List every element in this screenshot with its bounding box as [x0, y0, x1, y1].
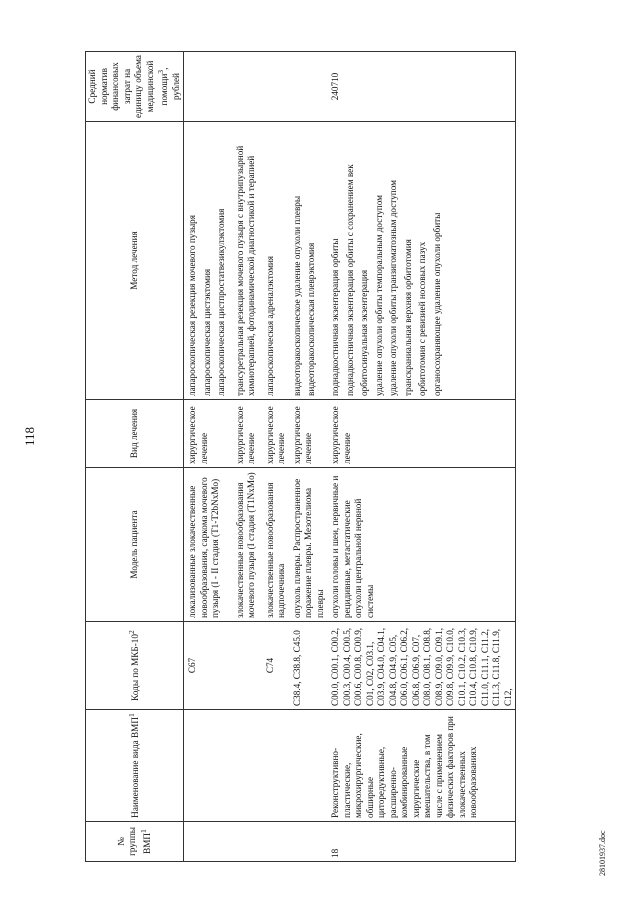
- method-cell: [184, 122, 232, 400]
- model-cell: локализованные злокачественные новообразования, саркома мочевого пузыря (I - II стадия (T1-T2bNxMo): [184, 468, 232, 622]
- method-item: удаление опухоли орбиты темпоральным доступом: [373, 195, 384, 396]
- header-method: Метод лечения: [86, 122, 184, 400]
- cost-cell: [262, 52, 289, 122]
- name-cell: [289, 710, 328, 822]
- treatment-cell: хирургическое лечение: [232, 400, 262, 468]
- header-name: Наименование вида ВМП$^1$: [86, 710, 184, 822]
- method-item: лапароскопическая цистэктомия: [201, 268, 212, 396]
- cost-cell: 240710: [327, 52, 516, 122]
- method-item: лапароскопическая адреналэктомия: [264, 255, 275, 396]
- group-cell: 18: [327, 822, 516, 862]
- method-item: удаление опухоли орбиты транзигоматозным доступом: [388, 180, 399, 396]
- method-item: орбитотомия с ревизией носовых пазух: [417, 241, 428, 396]
- treatment-cell: хирургическое лечение: [184, 400, 232, 468]
- vmp-table: [85, 51, 516, 862]
- group-cell: [184, 822, 232, 862]
- treatment-cell: хирургическое лечение: [289, 400, 328, 468]
- codes-cell: C74: [262, 622, 289, 710]
- method-cell: [262, 122, 289, 400]
- group-cell: [262, 822, 289, 862]
- table-row: [262, 52, 289, 862]
- group-cell: [232, 822, 262, 862]
- treatment-cell: хирургическое лечение: [327, 400, 516, 468]
- method-item: поднадкостничная экзентерация орбиты с сохранением век: [344, 164, 355, 396]
- codes-cell: C38.4, C38.8, C45.0: [289, 622, 328, 710]
- method-item: видеоторакоскопическая плеврэктомия: [306, 242, 317, 396]
- table-row: [184, 52, 232, 862]
- header-row: [86, 52, 184, 862]
- rotated-table-container: [85, 52, 590, 862]
- document-id: 28101937.doc: [598, 830, 607, 876]
- table-row: [327, 52, 516, 862]
- cost-cell: [289, 52, 328, 122]
- method-item: орбитосинуальная экзентерация: [359, 269, 370, 396]
- model-cell: опухоль плевры. Распространенное поражение плевры. Мезотелиома плевры: [289, 468, 328, 622]
- name-cell: Реконструктивно-пластические, микрохирургические, обширные циторедуктивные, расширенно-комбинированные хирургические вмешательства, в том числе с применением физических факторов при злокачественных новообразованиях: [327, 710, 516, 822]
- header-model: Модель пациента: [86, 468, 184, 622]
- name-cell: [232, 710, 262, 822]
- codes-cell: C00.0, C00.1, C00.2, C00.3, C00.4, C00.5, C00.6, C00.8, C00.9, C01, C02, C03.1, C03.9, C04.0, C04.1, C04.8, C04.9, C05, C06.0, C06.1, C06.2, C06.8, C06.9, C07, C08.0, C08.1, C08.8, C08.9, C09.0, C09.1, C09.8, C09.9, C10.0, C10.1, C10.2, C10.3, C10.4, C10.8, C10.9, C11.0, C11.1, C11.2, C11.3, C11.8, C11.9, C12,: [327, 622, 516, 710]
- name-cell: [262, 710, 289, 822]
- table-row: [232, 52, 262, 862]
- method-cell: [327, 122, 516, 400]
- header-group: № группы ВМП$^1$: [86, 822, 184, 862]
- cost-cell: [184, 52, 232, 122]
- method-item: трансуретральная резекция мочевого пузыря с внутрипузырной химиотерапией, фотодинамической диагностикой и терапией: [234, 145, 257, 396]
- method-cell: [232, 122, 262, 400]
- codes-cell: C67: [184, 622, 232, 710]
- method-item: транскраниальная верхняя орбитотомия: [402, 239, 413, 396]
- header-codes: Коды по МКБ-$10^2$: [86, 622, 184, 710]
- treatment-cell: хирургическое лечение: [262, 400, 289, 468]
- table-row: [289, 52, 328, 862]
- header-cost: Средний норматив финансовых затрат на единицу объема медицинской помощи$^3$, рублей: [86, 52, 184, 122]
- method-item: видеоторакоскопическое удаление опухоли плевры: [291, 195, 302, 396]
- model-cell: опухоли головы и шеи, первичные и рецидивные, метастатические опухоли центральной нервной системы: [327, 468, 516, 622]
- method-cell: [289, 122, 328, 400]
- model-cell: злокачественные новообразования надпочечника: [262, 468, 289, 622]
- method-item: органосохраняющее удаление опухоли орбиты: [431, 212, 442, 396]
- method-item: поднадкостничная экзентерация орбиты: [330, 238, 341, 396]
- method-item: лапароскопическая цистпростатвезикулэктомия: [216, 208, 227, 396]
- codes-cell: [232, 622, 262, 710]
- group-cell: [289, 822, 328, 862]
- model-cell: злокачественные новообразования мочевого пузыря (I стадия (T1NxMo): [232, 468, 262, 622]
- header-treatment: Вид лечения: [86, 400, 184, 468]
- method-item: лапароскопическая резекция мочевого пузыря: [187, 215, 198, 396]
- name-cell: [184, 710, 232, 822]
- cost-cell: [232, 52, 262, 122]
- page-number: 118: [22, 426, 37, 446]
